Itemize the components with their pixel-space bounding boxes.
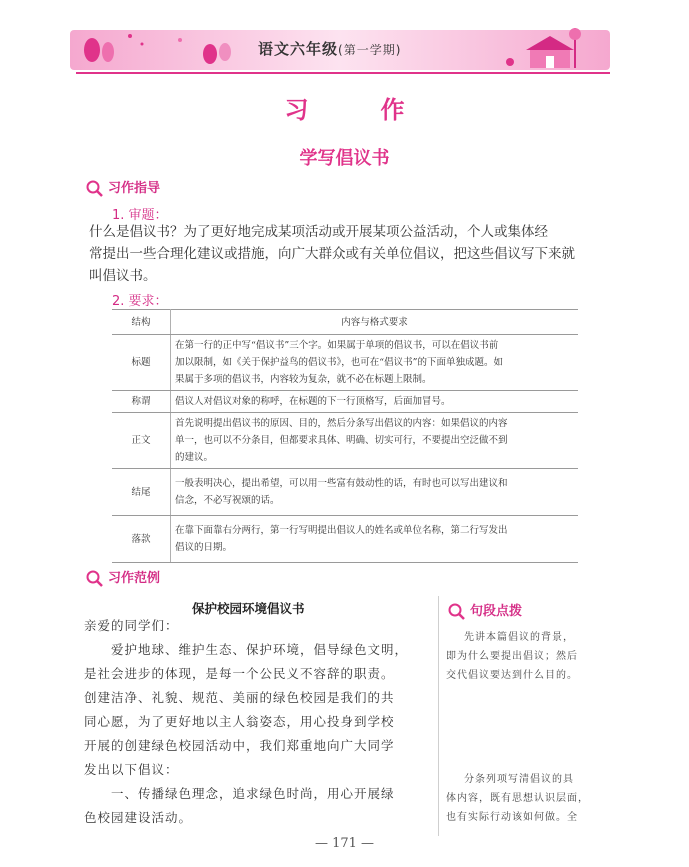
essay-line: 同心愿，为了更好地以主人翁姿态，用心投身到学校 (84, 714, 395, 729)
essay-line: 开展的创建绿色校园活动中，我们郑重地向广大同学 (84, 738, 395, 753)
table-row (112, 469, 578, 516)
essay-line: 爱护地球、维护生态、保护环境，倡导绿色文明， (84, 642, 409, 657)
table-row (112, 391, 578, 413)
essay-line: 一、传播绿色理念，追求绿色时尚，用心开展绿 (84, 786, 395, 801)
cell-line: 信念，不必写祝颂的话。 (175, 495, 280, 506)
essay-greeting: 亲爱的同学们： (84, 618, 179, 633)
row-key: 标题 (112, 335, 171, 391)
page-subtitle: 学写倡议书 (299, 148, 390, 169)
item1-label: 1. 审题： (112, 208, 168, 223)
row-key: 结尾 (112, 469, 171, 516)
example-heading (86, 567, 160, 588)
header-divider (76, 72, 610, 74)
table-row (112, 335, 578, 391)
row-content (171, 469, 579, 516)
cell-line: 加以限制，如《关于保护益鸟的倡议书》，也可在“倡议书”的下面单独成题。如 (175, 357, 503, 368)
text-line: 常提出一些合理化建议或措施，向广大群众或有关单位倡议，把这些倡议写下来就 (89, 246, 575, 262)
row-key: 落款 (112, 516, 171, 563)
guide-heading-label: 习作指导 (108, 181, 161, 196)
note-line: 交代倡议要达到什么目的。 (446, 670, 578, 681)
cell-line: 果属于多项的倡议书，内容较为复杂，就不必在标题上限制。 (175, 374, 432, 385)
guide-heading (86, 177, 160, 198)
note-line: 即为什么要提出倡议；然后 (446, 651, 578, 662)
sidebar-heading-label: 句段点拨 (470, 604, 523, 619)
sidebar-note-2 (446, 770, 616, 827)
essay-line: 色校园建设活动。 (84, 810, 193, 825)
table-header-cell: 内容与格式要求 (171, 310, 579, 335)
example-heading-label: 习作范例 (108, 571, 161, 586)
row-key: 正文 (112, 413, 171, 469)
cell-line: 在靠下面靠右分两行，第一行写明提出倡议人的姓名或单位名称，第二行写发出 (175, 525, 508, 536)
cell-line: 的建议。 (175, 452, 214, 463)
table-header-cell: 结构 (112, 310, 171, 335)
essay-body (84, 614, 434, 830)
cell-line: 倡议的日期。 (175, 542, 233, 553)
row-content (171, 413, 579, 469)
term-label: (第一学期) (338, 43, 402, 57)
requirements-table (112, 309, 578, 563)
item2-label: 2. 要求： (112, 294, 168, 309)
note-line: 也有实际行动该如何做。全 (446, 812, 578, 823)
item1-text (89, 221, 609, 287)
book-name: 语文六年级 (258, 40, 339, 58)
essay-line: 创建洁净、礼貌、规范、美丽的绿色校园是我们的共 (84, 690, 395, 705)
cell-line: 单一，也可以不分条目，但都要求具体、明确、切实可行，不要提出空泛做不到 (175, 435, 508, 446)
sidebar-divider (438, 596, 439, 836)
note-line: 体内容，既有思想认识层面， (446, 793, 589, 804)
page-number: — 171 — (314, 836, 375, 851)
table-row (112, 516, 578, 563)
essay-line: 发出以下倡议： (84, 762, 179, 777)
text-line: 叫倡议书。 (89, 268, 157, 284)
text-line: 什么是倡议书？为了更好地完成某项活动或开展某项公益活动，个人或集体经 (89, 224, 548, 240)
magnifier-icon (86, 570, 104, 588)
essay-line: 是社会进步的体现，是每一个公民义不容辞的职责。 (84, 666, 395, 681)
table-header-row (112, 310, 578, 335)
essay-title: 保护校园环境倡议书 (192, 601, 305, 616)
header-title (258, 38, 401, 59)
cell-line: 一般表明决心，提出希望，可以用一些富有鼓动性的话，有时也可以写出建议和 (175, 478, 508, 489)
table-row (112, 413, 578, 469)
row-content (171, 391, 579, 413)
sidebar-note-1 (446, 628, 616, 685)
page-title: 习 作 (284, 96, 429, 124)
note-line: 分条列项写清倡议的具 (464, 774, 574, 785)
cell-line: 首先说明提出倡议书的原因、目的，然后分条写出倡议的内容：如果倡议的内容 (175, 418, 508, 429)
row-key: 称谓 (112, 391, 171, 413)
note-line: 先讲本篇倡议的背景， (464, 632, 574, 643)
magnifier-icon (448, 603, 466, 621)
cell-line: 在第一行的正中写“倡议书”三个字。如果属于单项的倡议书，可以在倡议书前 (175, 340, 499, 351)
row-content (171, 335, 579, 391)
row-content (171, 516, 579, 563)
magnifier-icon (86, 180, 104, 198)
sidebar-heading (448, 600, 522, 621)
cell-line: 倡议人对倡议对象的称呼，在标题的下一行顶格写，后面加冒号。 (175, 396, 451, 407)
